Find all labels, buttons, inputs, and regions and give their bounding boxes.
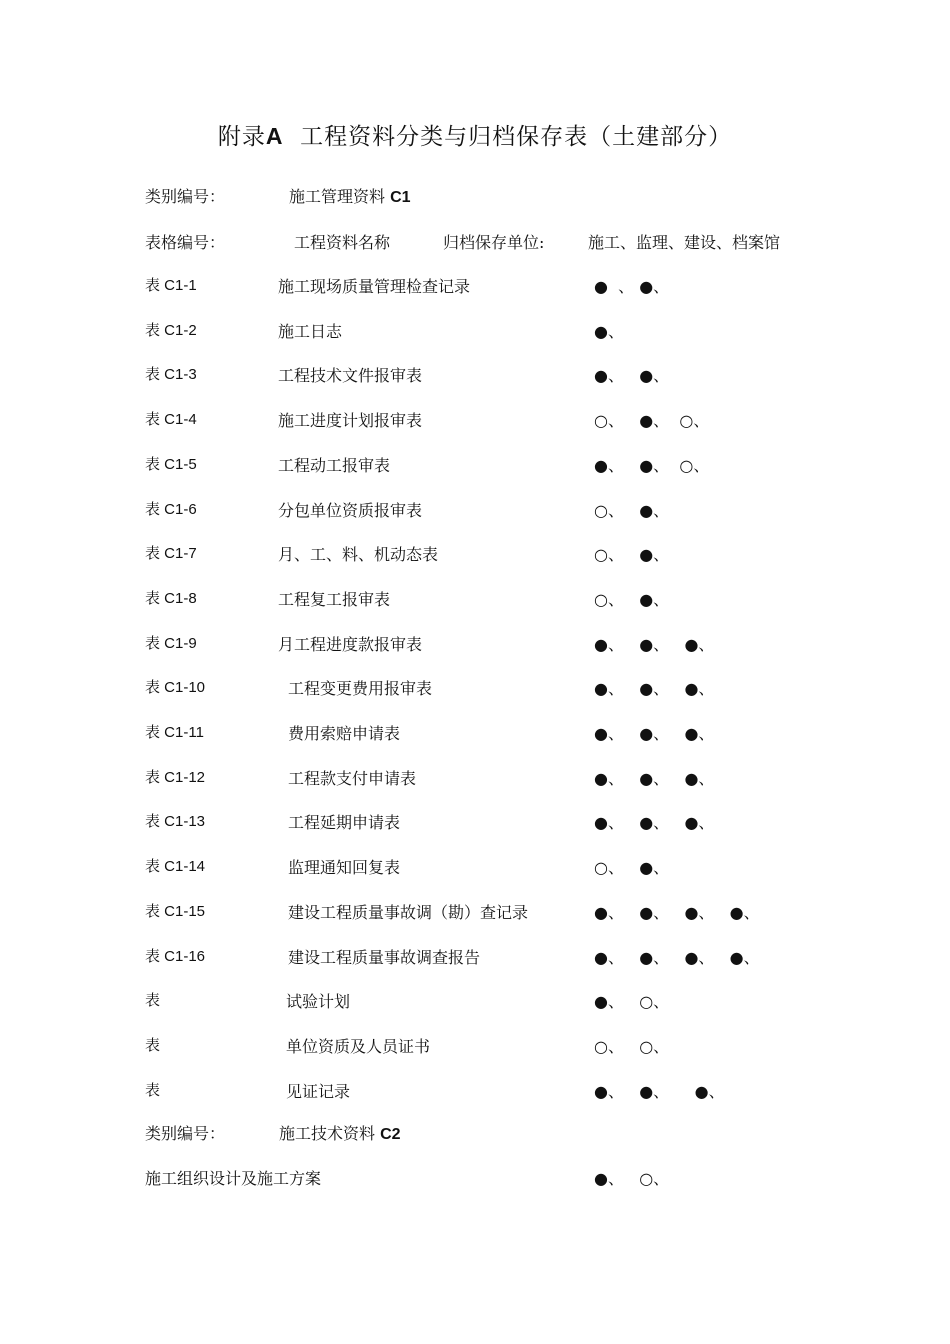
- row-archive-marks: ●、 ●、 ●、: [594, 769, 715, 788]
- row-table-no: 表: [145, 1037, 161, 1054]
- row-archive-marks: ●、: [594, 322, 624, 341]
- row-table-no: 表 C1-2: [145, 322, 197, 339]
- row-archive-marks: ●、 ●、 ●、: [594, 724, 715, 743]
- row-archive-marks: ●、 ●、: [594, 366, 670, 385]
- category1-label: 类别编号：: [145, 187, 226, 206]
- row-table-no: 表 C1-1: [145, 277, 197, 294]
- row-doc-name: 工程延期申请表: [288, 813, 401, 832]
- header-doc-name: 工程资料名称: [294, 233, 391, 252]
- row-archive-marks: ●、 ●、 ●、 ●、: [594, 903, 760, 922]
- row-doc-name: 工程技术文件报审表: [278, 366, 423, 385]
- row-table-no: 表 C1-4: [145, 411, 197, 428]
- row-table-no: 表 C1-7: [145, 545, 197, 562]
- row-table-no: 表 C1-9: [145, 635, 197, 652]
- row-archive-marks: ○、 ●、: [594, 545, 670, 564]
- header-unit-label: 归档保存单位:: [443, 233, 545, 252]
- row-doc-name: 建设工程质量事故调（勘）查记录: [288, 903, 529, 922]
- row-doc-name: 月、工、料、机动态表: [278, 545, 439, 564]
- category1-code: C1: [390, 189, 411, 206]
- category2-title: [279, 1121, 401, 1144]
- last-row-marks: ●、 ○、: [594, 1169, 670, 1188]
- row-doc-name: 费用索赔申请表: [288, 724, 401, 743]
- row-table-no: 表 C1-12: [145, 769, 206, 786]
- row-table-no: 表 C1-6: [145, 501, 197, 518]
- row-doc-name: 工程复工报审表: [278, 590, 391, 609]
- row-table-no: 表: [145, 1082, 161, 1099]
- row-table-no: 表: [145, 992, 161, 1009]
- header-units: 施工、监理、建设、档案馆: [588, 233, 781, 252]
- row-archive-marks: ●、 ●、 ●、: [594, 635, 715, 654]
- title-prefix: 附录: [217, 124, 266, 150]
- row-archive-marks: ●、 ●、 ●、: [594, 813, 715, 832]
- row-table-no: 表 C1-13: [145, 813, 206, 830]
- row-doc-name: 建设工程质量事故调查报告: [288, 948, 481, 967]
- row-archive-marks: ● 、 ●、: [594, 277, 670, 296]
- row-doc-name: 施工日志: [278, 322, 343, 341]
- row-table-no: 表 C1-8: [145, 590, 197, 607]
- row-doc-name: 施工进度计划报审表: [278, 411, 423, 430]
- row-table-no: 表 C1-14: [145, 858, 206, 875]
- row-archive-marks: ○、 ●、: [594, 858, 670, 877]
- row-table-no: 表 C1-16: [145, 948, 206, 965]
- row-archive-marks: ○、 ●、 ○、: [594, 411, 710, 430]
- row-archive-marks: ●、 ●、 ●、 ●、: [594, 948, 760, 967]
- row-doc-name: 监理通知回复表: [288, 858, 401, 877]
- category2-name: 施工技术资料: [279, 1124, 376, 1143]
- title-letter: A: [265, 123, 284, 149]
- row-doc-name: 工程变更费用报审表: [288, 679, 433, 698]
- row-table-no: 表 C1-3: [145, 366, 197, 383]
- row-table-no: 表 C1-10: [145, 679, 206, 696]
- row-archive-marks: ○、 ●、: [594, 501, 670, 520]
- title-text: 工程资料分类与归档保存表（土建部分）: [300, 124, 733, 150]
- last-row-name: 施工组织设计及施工方案: [145, 1169, 322, 1188]
- row-archive-marks: ●、 ●、 ●、: [594, 1082, 725, 1101]
- row-archive-marks: ○、 ○、: [594, 1037, 670, 1056]
- row-doc-name: 见证记录: [286, 1082, 351, 1101]
- category1-title: [289, 184, 411, 207]
- row-doc-name: 施工现场质量管理检查记录: [278, 277, 471, 296]
- row-table-no: 表 C1-5: [145, 456, 197, 473]
- row-archive-marks: ●、 ●、 ●、: [594, 679, 715, 698]
- row-doc-name: 月工程进度款报审表: [278, 635, 423, 654]
- category2-label: 类别编号：: [145, 1124, 226, 1143]
- category2-code: C2: [380, 1126, 401, 1143]
- row-doc-name: 单位资质及人员证书: [286, 1037, 431, 1056]
- row-doc-name: 工程款支付申请表: [288, 769, 417, 788]
- row-doc-name: 工程动工报审表: [278, 456, 391, 475]
- row-archive-marks: ○、 ●、: [594, 590, 670, 609]
- row-archive-marks: ●、 ●、 ○、: [594, 456, 710, 475]
- header-table-no: 表格编号：: [145, 233, 226, 252]
- category1-name: 施工管理资料: [289, 187, 386, 206]
- row-doc-name: 试验计划: [286, 992, 351, 1011]
- row-table-no: 表 C1-11: [145, 724, 204, 741]
- page-title: [0, 118, 950, 151]
- row-archive-marks: ●、 ○、: [594, 992, 670, 1011]
- row-doc-name: 分包单位资质报审表: [278, 501, 423, 520]
- row-table-no: 表 C1-15: [145, 903, 206, 920]
